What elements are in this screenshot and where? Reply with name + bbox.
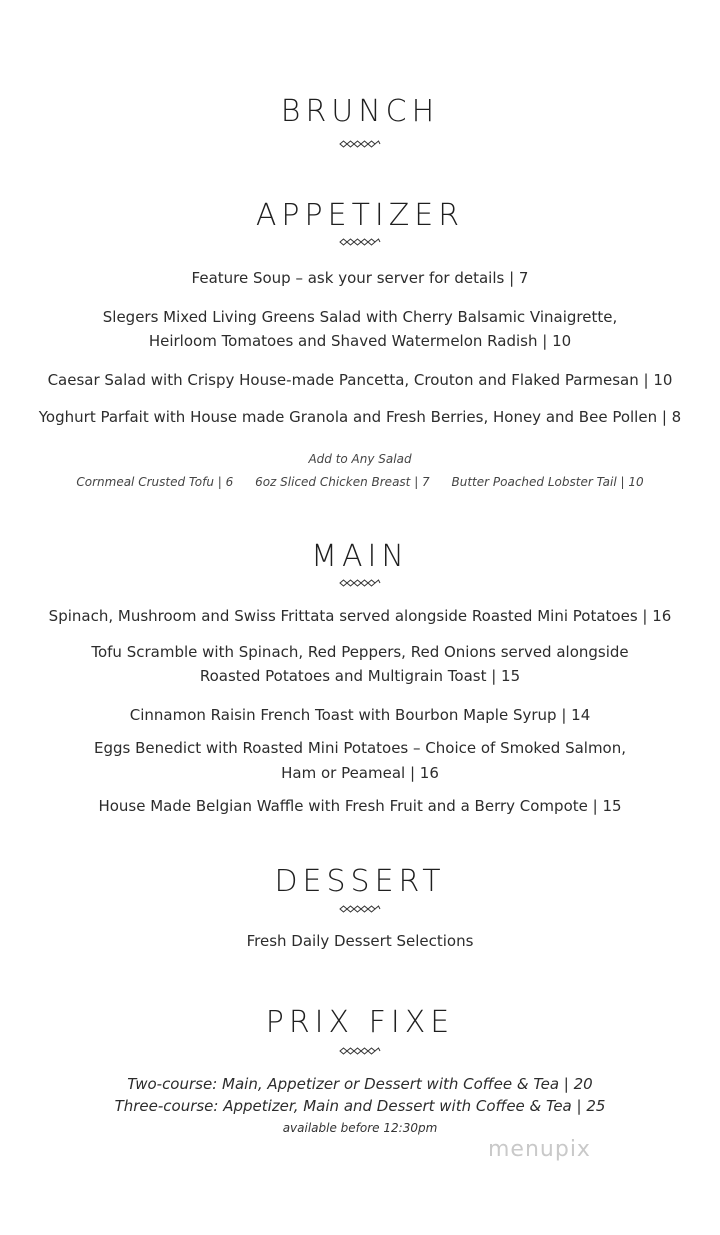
section-heading-main: MAIN: [311, 539, 409, 574]
menu-item: Cinnamon Raisin French Toast with Bourbon Maple Syrup | 14: [129, 706, 591, 724]
diamond-chain-ornament-icon: [339, 579, 381, 587]
menu-item: Roasted Potatoes and Multigrain Toast | 15: [199, 667, 521, 685]
menu-item: Slegers Mixed Living Greens Salad with Cherry Balsamic Vinaigrette,: [102, 308, 618, 326]
diamond-chain-ornament-icon: [339, 238, 381, 246]
menu-item: Ham or Peameal | 16: [281, 764, 439, 782]
menu-item: Heirloom Tomatoes and Shaved Watermelon Radish | 10: [148, 332, 572, 350]
menu-item: Feature Soup – ask your server for details | 7: [191, 269, 529, 287]
menu-item: Spinach, Mushroom and Swiss Frittata served alongside Roasted Mini Potatoes | 16: [48, 607, 672, 625]
section-heading-dessert: DESSERT: [274, 864, 446, 899]
section-heading-prix-fixe: PRIX FIXE: [265, 1005, 455, 1040]
page-title: BRUNCH: [280, 94, 440, 129]
addon-item: 6oz Sliced Chicken Breast | 7: [255, 475, 430, 489]
diamond-chain-ornament-icon: [339, 140, 381, 148]
menu-item: Fresh Daily Dessert Selections: [246, 932, 474, 950]
diamond-chain-ornament-icon: [339, 905, 381, 913]
prix-fixe-note: available before 12:30pm: [282, 1121, 438, 1135]
addons-title: Add to Any Salad: [308, 452, 412, 466]
menu-item: Tofu Scramble with Spinach, Red Peppers, Red Onions served alongside: [91, 643, 629, 661]
menu-item: Caesar Salad with Crispy House-made Pancetta, Crouton and Flaked Parmesan | 10: [47, 371, 673, 389]
menu-item: Eggs Benedict with Roasted Mini Potatoes – Choice of Smoked Salmon,: [93, 739, 627, 757]
prix-fixe-option: Three-course: Appetizer, Main and Dessert with Coffee & Tea | 25: [114, 1097, 606, 1115]
section-heading-appetizer: APPETIZER: [255, 198, 465, 233]
menupix-watermark: menupix: [488, 1137, 591, 1162]
prix-fixe-option: Two-course: Main, Appetizer or Dessert with Coffee & Tea | 20: [127, 1075, 593, 1093]
addon-item: Cornmeal Crusted Tofu | 6: [76, 475, 234, 489]
addons-row: [0, 473, 720, 491]
menu-item: Yoghurt Parfait with House made Granola and Fresh Berries, Honey and Bee Pollen | 8: [38, 408, 682, 426]
diamond-chain-ornament-icon: [339, 1047, 381, 1055]
addon-item: Butter Poached Lobster Tail | 10: [451, 475, 644, 489]
menu-item: House Made Belgian Waffle with Fresh Fruit and a Berry Compote | 15: [98, 797, 622, 815]
